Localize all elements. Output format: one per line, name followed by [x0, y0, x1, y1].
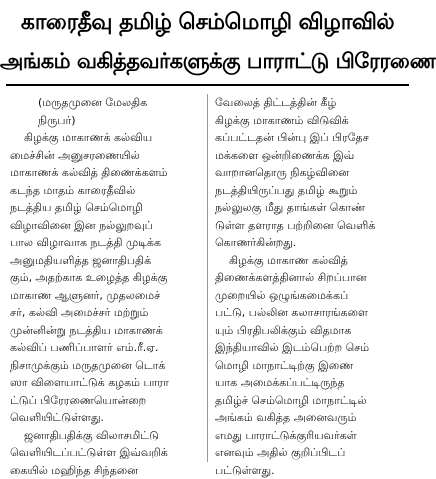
paragraph-line: பால விழாவாக நடத்தி முடிக்க — [10, 234, 200, 252]
paragraph-line: வேலைத் திட்டத்தின் கீழ் — [215, 94, 405, 112]
headline — [0, 0, 415, 84]
paragraph-line: பட்டுள்ளது. — [215, 462, 405, 479]
headline-line-2: அங்கம் வகித்தவர்களுக்கு பாராட்டு பிரேரணை — [0, 42, 415, 80]
headline-divider — [6, 84, 409, 86]
paragraph-line: எமது பாராட்டுக்குரியவர்கள் — [215, 427, 405, 445]
paragraph-line: கும், அதற்காக உழைத்த கிழக்கு — [10, 269, 200, 287]
headline-line-1: காரைதீவு தமிழ் செம்மொழி விழாவில் — [0, 0, 415, 42]
paragraph-line: மைச்சின் அனுசரணையில் — [10, 147, 200, 165]
paragraph-line: நடத்திய தமிழ் செம்மொழி — [10, 199, 200, 217]
paragraph-line: மக்களை ஒன்றிணைக்க இவ் — [215, 147, 405, 165]
paragraph-line: கடந்த மாதம் காரைதீவில் — [10, 182, 200, 200]
paragraph-line: கப்பட்டதன் பின்பு இப் பிரதேச — [215, 129, 405, 147]
column-divider — [207, 94, 208, 462]
paragraph-line: நல்லுலகு மீது தாங்கள் கொண் — [215, 199, 405, 217]
paragraph-line: கிழக்கு மாகாண கல்வித் — [215, 252, 405, 270]
paragraph-line: முறையில் ஒழுங்கமைக்கப் — [215, 287, 405, 305]
paragraph-line: பட்டு, பல்லின கலாசாரங்களை — [215, 304, 405, 322]
paragraph-line: நடத்தியிருப்பது தமிழ் கூறும் — [215, 182, 405, 200]
paragraph-line: தமிழ்ச் செம்மொழி மாநாட்டில் — [215, 392, 405, 410]
paragraph-line: அனுமதியளித்த ஜனாதிபதிக் — [10, 252, 200, 270]
paragraph-line: திணைக்களத்தினால் சிறப்பான — [215, 269, 405, 287]
paragraph-line: மாகாண ஆளுனர், முதலமைச் — [10, 287, 200, 305]
paragraph-line: ட்டுப் பிரேரணையொன்றை — [10, 392, 200, 410]
paragraph-line: கல்விப் பணிப்பாளர் எம்.ரீ.ஏ. — [10, 339, 200, 357]
paragraph-line: எனவும் அதில் குறிப்பிடப் — [215, 444, 405, 462]
paragraph-line: மாகாணக் கல்வித் திணைக்களம் — [10, 164, 200, 182]
paragraph-line: முன்னின்று நடத்திய மாகாணக் — [10, 322, 200, 340]
dateline-cont: நிருபர்) — [10, 112, 200, 130]
paragraph-line: வெளியிடப்பட்டுள்ள இவ்வறிக் — [10, 444, 200, 462]
paragraph-line: யும் பிரதிபலிக்கும் விதமாக — [215, 322, 405, 340]
article-column-left — [10, 94, 200, 479]
paragraph-line: கொணர்கின்றது. — [215, 234, 405, 252]
paragraph-line: சர், கல்வி அமைச்சர் மற்றும் — [10, 304, 200, 322]
paragraph-line: யாக அமைக்கப்பட்டிருந்த — [215, 374, 405, 392]
paragraph-line: விழாவினை இன நல்லுறவுப் — [10, 217, 200, 235]
paragraph-line: கையில் மஹிந்த சிந்தனை — [10, 462, 200, 479]
paragraph-line: நிசாமுக்கும் மருதமுனை டொக் — [10, 357, 200, 375]
paragraph-line: அங்கம் வகித்த அனைவரும் — [215, 409, 405, 427]
paragraph-line: கிழக்கு மாகாணக் கல்விய — [10, 129, 200, 147]
paragraph-line: ஸா விளையாட்டுக் கழகம் பாரா — [10, 374, 200, 392]
paragraph-line: மொழி மாநாட்டிற்கு இணை — [215, 357, 405, 375]
dateline: (மருதமுனை மேலதிக — [10, 94, 200, 112]
paragraph-line: வெளியிட்டுள்ளது. — [10, 409, 200, 427]
paragraph-line: ஜனாதிபதிக்கு விலாசமிட்டு — [10, 427, 200, 445]
paragraph-line: இந்தியாவில் இடம்பெற்ற செம் — [215, 339, 405, 357]
paragraph-line: டுள்ள தளராத பற்றினை வெளிக் — [215, 217, 405, 235]
paragraph-line: கிழக்கு மாகாணம் விடுவிக் — [215, 112, 405, 130]
paragraph-line: வாறானதொரு நிகழ்வினை — [215, 164, 405, 182]
article-column-right — [215, 94, 405, 479]
